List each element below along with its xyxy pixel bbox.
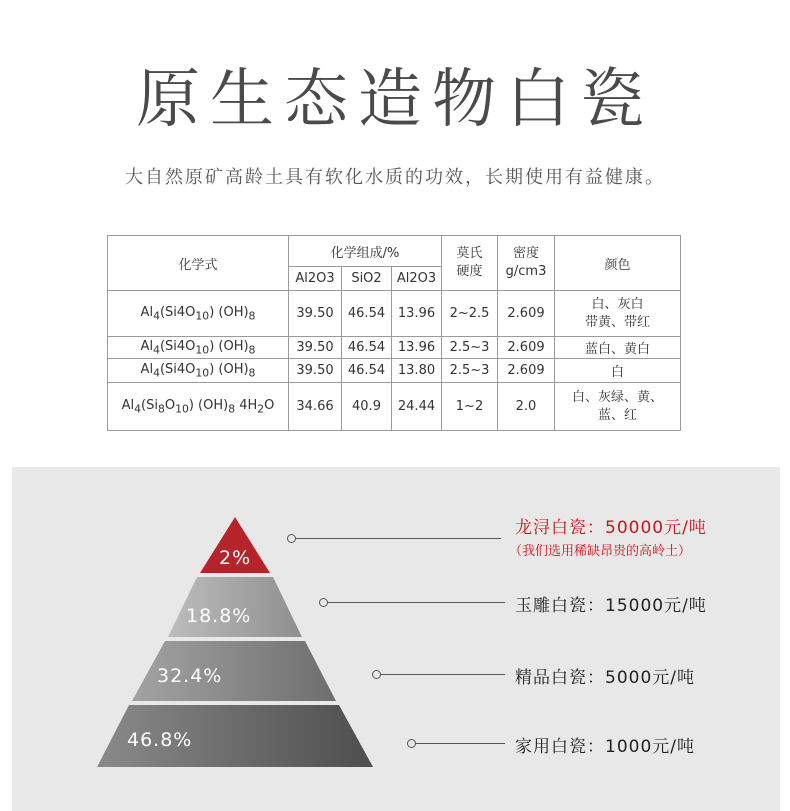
al2o3-value-2: 13.96 — [392, 337, 442, 359]
al2o3-value: 39.50 — [289, 337, 342, 359]
sio2-value: 46.54 — [342, 291, 392, 337]
hardness-value: 1~2 — [442, 383, 498, 431]
table-row — [108, 337, 681, 359]
table-row — [108, 291, 681, 337]
formula-cell: $Al_4(Si4O_{10})$ $(OH)_8$ — [108, 291, 289, 337]
header-sio2: SiO2 — [342, 267, 392, 291]
price-pyramid-panel — [12, 467, 780, 811]
color-value: 白、灰白 带黄、带红 — [555, 291, 681, 337]
al2o3-value: 39.50 — [289, 291, 342, 337]
hardness-value: 2.5~3 — [442, 359, 498, 383]
header-al2o3: Al2O3 — [289, 267, 342, 291]
formula-cell: $Al_4(Si4O_{10})$ $(OH)_8$ — [108, 337, 289, 359]
tier-percent-3: 32.4% — [157, 665, 223, 687]
table-row — [108, 383, 681, 431]
tier-percent-1: 2% — [219, 547, 252, 569]
color-value: 蓝白、黄白 — [555, 337, 681, 359]
formula-cell: $Al_4(Si_8O_{10})$ $(OH)_8$ $4H_2O$ — [108, 383, 289, 431]
price-label-3: 精品白瓷：5000元/吨 — [515, 668, 695, 688]
header-formula: 化学式 — [108, 236, 289, 291]
formula-cell: $Al_4(Si4O_{10})$ $(OH)_8$ — [108, 359, 289, 383]
tier-percent-2: 18.8% — [186, 605, 252, 627]
leader-line-3 — [380, 674, 505, 675]
hardness-value: 2.5~3 — [442, 337, 498, 359]
header-density: 密度 g/cm3 — [498, 236, 555, 291]
leader-line-1 — [295, 538, 501, 539]
leader-line-2 — [327, 602, 505, 603]
color-value: 白 — [555, 359, 681, 383]
chemical-properties-table — [107, 235, 681, 431]
al2o3-value-2: 24.44 — [392, 383, 442, 431]
leader-line-4 — [415, 743, 505, 744]
price-label-2: 玉雕白瓷：15000元/吨 — [515, 596, 707, 616]
density-value: 2.609 — [498, 337, 555, 359]
al2o3-value-2: 13.80 — [392, 359, 442, 383]
density-value: 2.609 — [498, 291, 555, 337]
al2o3-value: 39.50 — [289, 359, 342, 383]
sio2-value: 46.54 — [342, 359, 392, 383]
price-note-1: （我们选用稀缺昂贵的高岭土） — [509, 544, 692, 559]
header-composition: 化学组成/% — [289, 236, 442, 267]
al2o3-value-2: 13.96 — [392, 291, 442, 337]
sio2-value: 46.54 — [342, 337, 392, 359]
header-al2o3-2: Al2O3 — [392, 267, 442, 291]
table-row — [108, 359, 681, 383]
sio2-value: 40.9 — [342, 383, 392, 431]
price-label-1: 龙浔白瓷：50000元/吨 — [515, 518, 707, 538]
page-title: 原生态造物白瓷 — [136, 63, 654, 137]
al2o3-value: 34.66 — [289, 383, 342, 431]
density-value: 2.609 — [498, 359, 555, 383]
hardness-value: 2~2.5 — [442, 291, 498, 337]
header-color: 颜色 — [555, 236, 681, 291]
header-hardness: 莫氏硬度 — [442, 236, 498, 291]
color-value: 白、灰绿、黄、 蓝、红 — [555, 383, 681, 431]
price-label-4: 家用白瓷：1000元/吨 — [515, 737, 695, 757]
tier-percent-4: 46.8% — [127, 729, 193, 751]
density-value: 2.0 — [498, 383, 555, 431]
page-subtitle: 大自然原矿高龄土具有软化水质的功效，长期使用有益健康。 — [125, 167, 665, 188]
